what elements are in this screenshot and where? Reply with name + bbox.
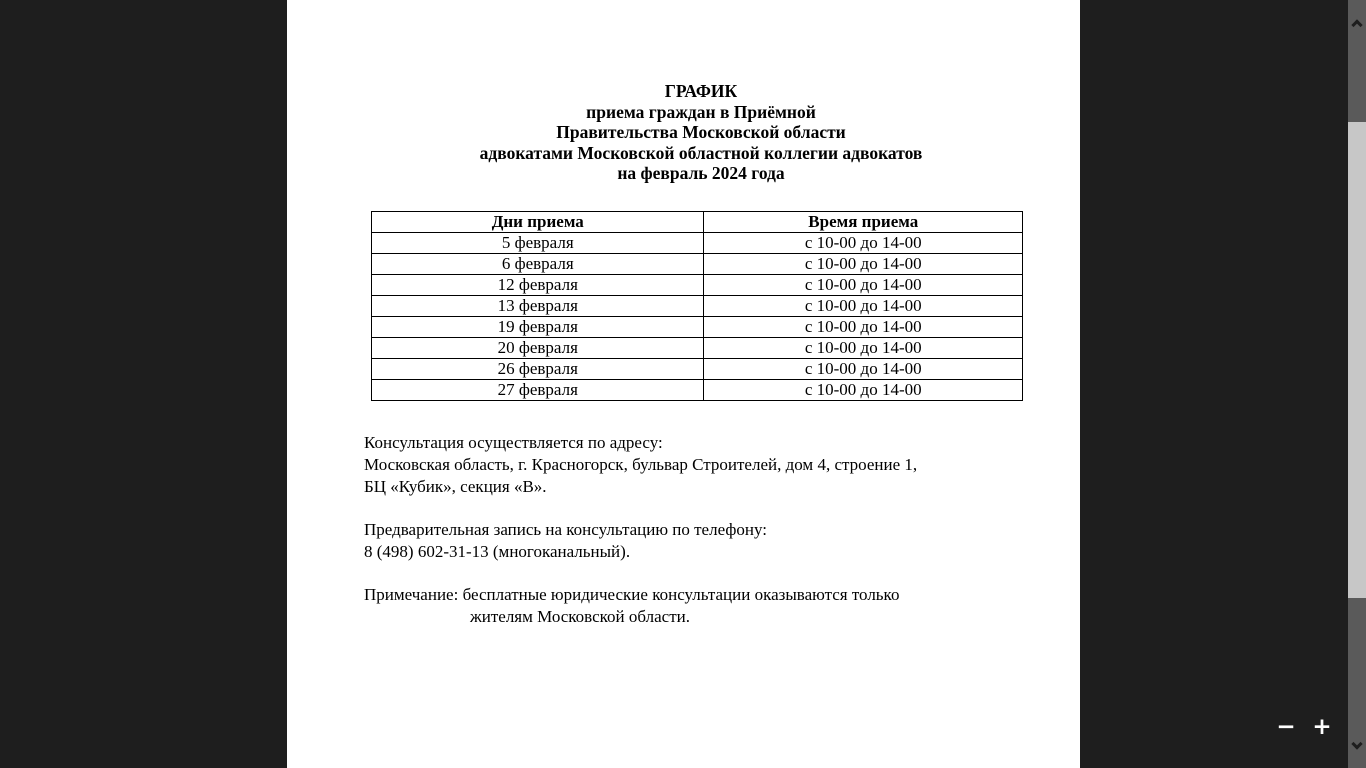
paragraph-line: Консультация осуществляется по адресу: bbox=[364, 433, 663, 452]
table-row bbox=[372, 380, 1023, 401]
table-cell: с 10-00 до 14-00 bbox=[704, 317, 1023, 338]
table-cell: с 10-00 до 14-00 bbox=[704, 233, 1023, 254]
zoom-controls bbox=[1272, 711, 1336, 743]
table-row bbox=[372, 317, 1023, 338]
title-line: Правительства Московской области bbox=[556, 122, 846, 142]
zoom-in-button[interactable]: + bbox=[1308, 711, 1336, 743]
document-page bbox=[287, 0, 1080, 768]
schedule-table bbox=[371, 211, 1023, 401]
table-header-cell: Дни приема bbox=[372, 212, 704, 233]
chevron-up-icon bbox=[1351, 19, 1362, 30]
note-paragraph bbox=[364, 584, 1054, 628]
title-line: адвокатами Московской областной коллегии адвокатов bbox=[479, 142, 923, 163]
paragraph-line: Примечание: бесплатные юридические консультации оказываются только bbox=[364, 585, 900, 604]
document-title bbox=[364, 81, 1038, 184]
table-row bbox=[372, 254, 1023, 275]
paragraph-line: 8 (498) 602-31-13 (многоканальный). bbox=[364, 542, 631, 561]
table-cell: 27 февраля bbox=[372, 380, 704, 401]
table-cell: с 10-00 до 14-00 bbox=[704, 296, 1023, 317]
table-cell: 26 февраля bbox=[372, 359, 704, 380]
title-line: приема граждан в Приёмной bbox=[586, 101, 816, 122]
paragraph-line: Московская область, г. Красногорск, бульвар Строителей, дом 4, строение 1, bbox=[364, 455, 918, 474]
table-header-row bbox=[372, 212, 1023, 233]
paragraph-line: Предварительная запись на консультацию по телефону: bbox=[364, 520, 767, 539]
table-cell: 13 февраля bbox=[372, 296, 704, 317]
table-cell: 20 февраля bbox=[372, 338, 704, 359]
title-line: ГРАФИК bbox=[664, 81, 738, 101]
vertical-scrollbar[interactable] bbox=[1348, 0, 1366, 768]
table-row bbox=[372, 233, 1023, 254]
table-cell: 12 февраля bbox=[372, 275, 704, 296]
table-cell: с 10-00 до 14-00 bbox=[704, 254, 1023, 275]
table-row bbox=[372, 338, 1023, 359]
paragraph-line: жителям Московской области. bbox=[470, 607, 690, 626]
zoom-out-button[interactable]: − bbox=[1272, 711, 1300, 743]
scrollbar-thumb[interactable] bbox=[1348, 122, 1366, 598]
table-cell: с 10-00 до 14-00 bbox=[704, 380, 1023, 401]
table-cell: 19 февраля bbox=[372, 317, 704, 338]
chevron-down-icon bbox=[1351, 738, 1362, 749]
table-cell: с 10-00 до 14-00 bbox=[704, 338, 1023, 359]
scroll-down-button[interactable] bbox=[1348, 728, 1366, 764]
table-cell: 5 февраля bbox=[372, 233, 704, 254]
address-paragraph bbox=[364, 432, 1054, 498]
table-row bbox=[372, 275, 1023, 296]
paragraph-line: БЦ «Кубик», секция «В». bbox=[364, 477, 547, 496]
table-row bbox=[372, 296, 1023, 317]
table-cell: 6 февраля bbox=[372, 254, 704, 275]
title-line: на февраль 2024 года bbox=[617, 163, 785, 183]
table-header-cell: Время приема bbox=[704, 212, 1023, 233]
table-cell: с 10-00 до 14-00 bbox=[704, 275, 1023, 296]
table-cell: с 10-00 до 14-00 bbox=[704, 359, 1023, 380]
table-row bbox=[372, 359, 1023, 380]
scroll-up-button[interactable] bbox=[1348, 4, 1366, 40]
phone-paragraph bbox=[364, 519, 1054, 563]
